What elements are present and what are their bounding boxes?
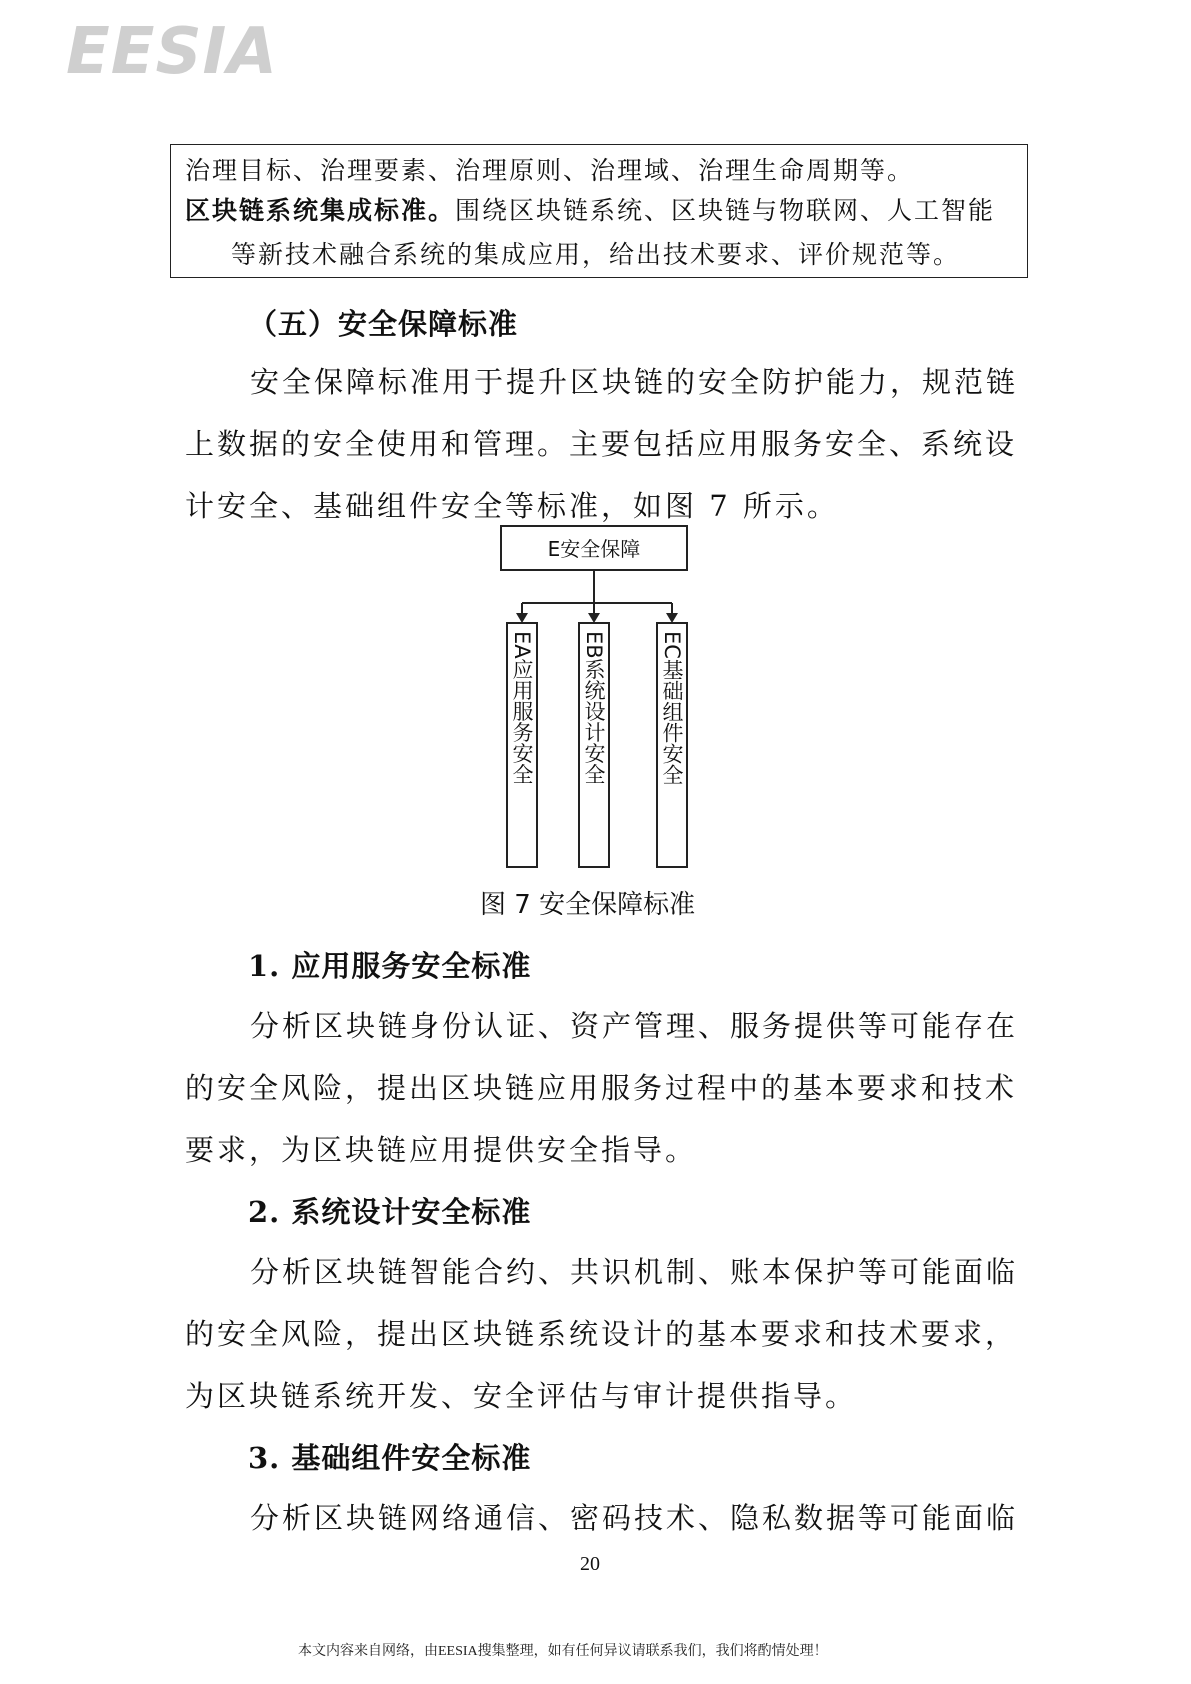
arrow-c-head (666, 613, 678, 623)
root-node-label: E安全保障 (547, 537, 641, 561)
sub2-line-1: 分析区块链智能合约、共识机制、账本保护等可能面临 (250, 1255, 1019, 1289)
figure-caption: 图 7 安全保障标准 (480, 890, 696, 920)
sub3-line-1: 分析区块链网络通信、密码技术、隐私数据等可能面临 (250, 1501, 1019, 1535)
intro-line-2: 上数据的安全使用和管理。主要包括应用服务安全、系统设 (185, 427, 1018, 461)
figure-7-diagram (500, 525, 696, 869)
intro-line-3: 计安全、基础组件安全等标准，如图 7 所示。 (185, 489, 839, 523)
sub2-line-3: 为区块链系统开发、安全评估与审计提供指导。 (185, 1379, 858, 1413)
sub3-heading: 3. 基础组件安全标准 (248, 1441, 532, 1475)
sub1-heading: 1. 应用服务安全标准 (248, 949, 532, 983)
box-line-1: 治理目标、治理要素、治理原则、治理域、治理生命周期等。 (185, 156, 915, 185)
page-number: 20 (580, 1553, 600, 1575)
sub2-heading: 2. 系统设计安全标准 (248, 1195, 532, 1229)
child-node-eb-label: EB系统设计安全 (582, 631, 606, 785)
child-node-ea-label: EA应用服务安全 (510, 631, 534, 785)
footer-disclaimer: 本文内容来自网络，由EESIA搜集整理，如有任何异议请联系我们，我们将酌情处理！ (298, 1644, 828, 1659)
child-node-ec-label: EC基础组件安全 (660, 631, 684, 785)
arrow-b-head (588, 613, 600, 623)
arrow-a-head (516, 613, 528, 623)
box-line-2-bold: 区块链系统集成标准。 (185, 196, 456, 225)
sub2-line-2: 的安全风险，提出区块链系统设计的基本要求和技术要求， (185, 1317, 1018, 1351)
sub1-line-3: 要求，为区块链应用提供安全指导。 (185, 1133, 698, 1167)
sub1-line-1: 分析区块链身份认证、资产管理、服务提供等可能存在 (250, 1009, 1019, 1043)
sub1-line-2: 的安全风险，提出区块链应用服务过程中的基本要求和技术 (185, 1071, 1018, 1105)
box-line-3: 等新技术融合系统的集成应用，给出技术要求、评价规范等。 (231, 240, 961, 269)
intro-line-1: 安全保障标准用于提升区块链的安全防护能力，规范链 (250, 365, 1019, 399)
box-line-2-rest: 围绕区块链系统、区块链与物联网、人工智能 (455, 196, 996, 225)
summary-box (170, 144, 1028, 278)
box-line-2 (185, 191, 995, 227)
eesia-logo: EESIA (66, 15, 278, 89)
section-heading: （五）安全保障标准 (248, 307, 519, 341)
